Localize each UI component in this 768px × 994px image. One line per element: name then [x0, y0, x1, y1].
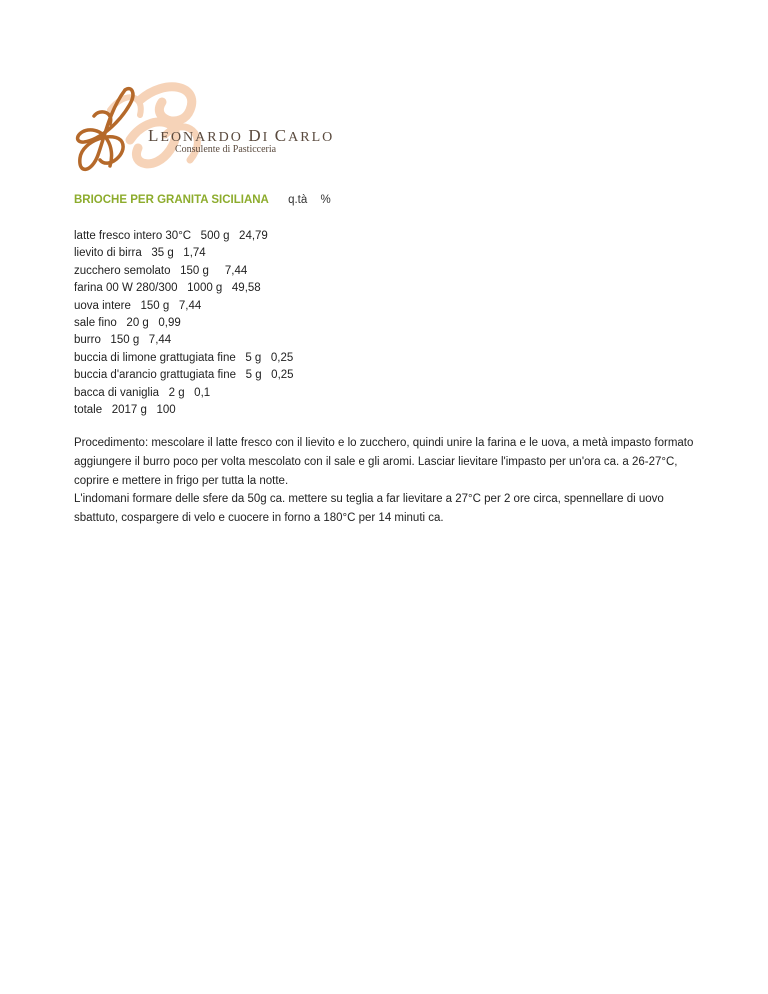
ingredient-line: buccia d'arancio grattugiata fine 5 g 0,25 [74, 369, 294, 382]
ingredient-list [74, 228, 294, 419]
ingredient-line: sale fino 20 g 0,99 [74, 317, 181, 330]
ingredient-total-line: totale 2017 g 100 [74, 404, 176, 417]
ingredient-line: bacca di vaniglia 2 g 0,1 [74, 386, 211, 399]
procedure-paragraph: Procedimento: mescolare il latte fresco con il lievito e lo zucchero, quindi unire la farina e le uova, a metà impasto formato aggiungere il burro poco per volta mescolato con il sale e gli aromi. Lasciar lievitare l'impasto per un'ora ca. a 26-27°C, coprire e mettere in frigo per tutta la notte. [74, 437, 694, 487]
procedure-section [74, 434, 704, 528]
column-header-quantity: q.tà [288, 194, 308, 206]
ingredient-line: zucchero semolato 150 g 7,44 [74, 264, 248, 277]
ingredient-line: farina 00 W 280/300 1000 g 49,58 [74, 282, 261, 295]
logo-subtitle: Consulente di Pasticceria [175, 144, 277, 155]
recipe-header [74, 194, 331, 206]
recipe-title: BRIOCHE PER GRANITA SICILIANA [74, 194, 269, 206]
ingredient-line: buccia di limone grattugiata fine 5 g 0,25 [74, 351, 294, 364]
procedure-paragraph: L'indomani formare delle sfere da 50g ca. mettere su teglia a far lievitare a 27°C per 2 ore circa, spennellare di uovo sbattuto, cospargere di velo e cuocere in forno a 180°C per 14 minuti ca. [74, 493, 664, 525]
ingredient-line: latte fresco intero 30°C 500 g 24,79 [74, 230, 268, 242]
logo [70, 80, 335, 184]
ingredient-line: uova intere 150 g 7,44 [74, 299, 202, 312]
ingredient-line: lievito di birra 35 g 1,74 [74, 247, 206, 260]
column-header-percent: % [320, 194, 331, 206]
ingredient-line: burro 150 g 7,44 [74, 334, 172, 347]
logo-brand-name: LEONARDO DI CARLO [148, 126, 335, 145]
